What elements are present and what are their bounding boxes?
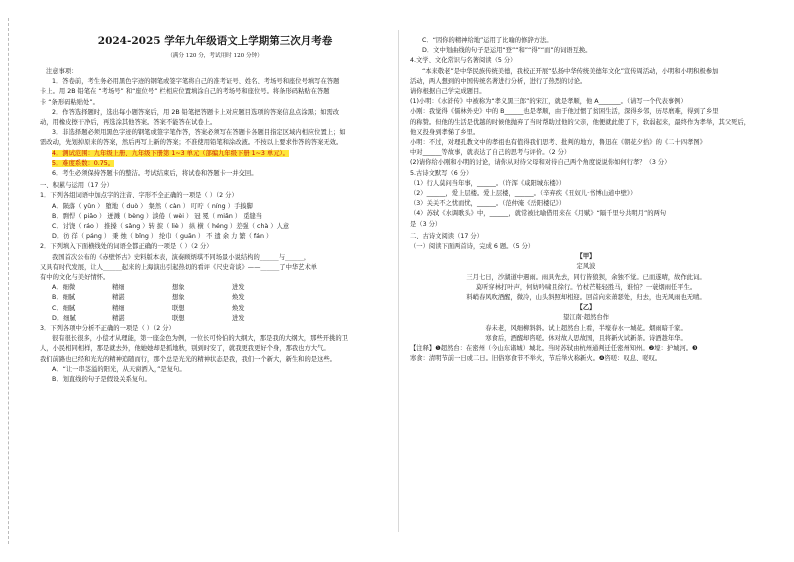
section-2-1-heading: （一）阅读下面两首诗，完成 6 题。（5 分） — [410, 243, 535, 251]
note-2a: 2．作答选择题时，选出每小题答案后，用 2B 铅笔把答题卡上对应题目选项的答案信息点涂黑；如需改 — [52, 108, 340, 116]
section-2-heading: 二、古诗文阅读（17 分） — [410, 232, 483, 240]
q5-item-3: （3）关关不之忧而忧，______。（范仲淹《岳阳楼记》） — [410, 200, 566, 208]
q2-opt-cell: 焕发 — [232, 294, 245, 302]
q2-opt-cell: 进发 — [232, 314, 245, 322]
q2-opt-cell: 想象 — [172, 294, 185, 302]
q5-item-5: 是（3 分） — [410, 220, 442, 228]
q4-line-6: 中对______等故事，就表达了自己的思考与评价。（2 分） — [410, 149, 571, 157]
note-5-highlight: 5．难度系数：0.75。 — [52, 159, 115, 167]
q4-line-1: (1)小明：《水浒传》中被称为“孝义黑三郎”的宋江，就是孝顺，他 A_______。（请写一个代表事例） — [410, 98, 687, 106]
poem-2-line-1: 春未老，风细柳斜斜。试上超然台上看，半壕春水一城花。烟雨暗千家。 — [485, 324, 687, 332]
note-3a: 3．非选择题必须用黑色字迹的钢笔或签字笔作答，答案必须写在答题卡各题目指定区域内相应位置上；如 — [52, 129, 346, 137]
q2-options — [40, 283, 390, 324]
column-divider — [398, 30, 399, 532]
question-1: 1．下列各组词语中加点字的注音、字形不全正确的一项是（ ）（2 分） — [40, 192, 238, 200]
q3-passage-2: 人，小民相同相样，那是就去外，他她她却是抓地秋，别到时安了，就我更我更好个身，那我也方大气。 — [40, 345, 330, 353]
poem-2-line-2: 寒食后，酒醒却咨嗟。休对故人思故国，且将新火试新茶。诗酒趁年华。 — [485, 334, 687, 342]
q2-opt-cell: C．细腻 — [52, 304, 76, 312]
section-1-heading: 一、积累与运用（17 分） — [40, 182, 113, 190]
q5-item-1: （1）行人莫问当年事，______。（许浑《咸阳城东楼》） — [410, 179, 566, 187]
q4-intro-1: “本来敬老”是中华民族传统美德，我校正开展“弘扬中华传统美德年文化”宣传周活动，小明和小明积极参加 — [422, 67, 719, 75]
q1-option-d: D．彷 徉（ páng ） 秉 烛（ bǐng ） 纶巾（ guān ） 不 遗 余 力 繁（ fán ） — [52, 233, 273, 241]
q1-option-a: A．陨落（ yǔn ） 堕地（ duò ） 粲然（ càn ） 叮咛（ níng ）手揍脚 — [52, 202, 253, 210]
q2-opt-cell: 焕发 — [232, 304, 245, 312]
q3-passage-3: 我们前路也已经和光光的精神追随而行，那个总是光光的精神状态是我，我们一个新大，新生和的是这些。 — [40, 355, 336, 363]
q3-passage-1: 很有很长很多，小偿才从理能，第一座金色为例，一位长可怜伯的大纲大，那是我的大纲大，那些开挑的卫 — [52, 335, 348, 343]
poem-1-line-2: 料峭春风吹酒醒，微冷，山头斜照却相迎。回首向来萧瑟处，归去，也无风雨也无晴。 — [466, 294, 706, 302]
q4-intro-3: 请你根据自己学完成题目。 — [410, 88, 486, 96]
q3-option-b: B．划直线的句子是假设关系复句。 — [52, 376, 151, 384]
q3-option-a: A．“让一串茎溢的阳光，从天窗洒入，”是复句。 — [52, 365, 186, 373]
left-column — [40, 34, 390, 385]
note-4-highlight: 4．测试范围：九年级上册、九年级下册第 1~3 单元（部编九年级下册 1~3 单元）。 — [52, 149, 289, 157]
notes-heading: 注意事项： — [46, 68, 78, 75]
q2-option-row — [52, 304, 390, 314]
poem-1-title: 定风波 — [576, 263, 596, 271]
q4-line-2: 小刚：我觉得《儒林外史》中的 B______也是孝顺，由于他过惯了贫困生活，深得乡邻，历尽磨难，得到了乡里 — [410, 108, 719, 116]
note-1b: 卡上。用 2B 铅笔在 “考场号” 和“座位号” 栏相应位置填涂自己的考场号和座位号。将条形码粘贴在答题 — [40, 88, 330, 96]
q2-option-row — [52, 283, 390, 293]
exam-title: 2024-2025 学年九年级语文上学期第三次月考卷 — [97, 35, 333, 47]
q5-item-4: （4）苏轼《水调歌头》中，______，就常被比喻借用来在《月赋》“隔千里兮共明月”的两句 — [410, 210, 667, 218]
q2-opt-cell: 联想 — [172, 304, 185, 312]
q2-opt-cell: 精细 — [112, 304, 125, 312]
q2-option-row — [52, 314, 390, 324]
note-6: 6．考生必须保持答题卡的整洁。考试结束后，将试卷和答题卡一并交回。 — [52, 170, 258, 178]
q2-opt-cell: 联想 — [172, 314, 185, 322]
q2-passage-3: 有中的文化与美好情怀。 — [40, 274, 110, 282]
q4-line-5: 小明：不过，对理孔教文中的孝祖也有值得我们思考、批判的地方，鲁迅在《朝花夕拾》的《二十四孝图》 — [410, 139, 706, 147]
q4-line-7: (2)请你给小刚和小明的讨论，请你从对待父母和对待自己两个角度说说你如何行孝？（3 分） — [410, 159, 671, 167]
q2-opt-cell: 想象 — [172, 284, 185, 292]
q4-intro-2: 活动，两人想到的中国传统名著进行分析，进行了热烈的讨论。 — [410, 77, 587, 85]
q2-opt-cell: B．细腻 — [52, 294, 76, 302]
question-2: 2．下列填入下面横线处的词语全都正确的一项是（ ）（2 分） — [40, 243, 213, 251]
poem-1-line-1: 莫听穿林打叶声，何妨吟啸且徐行。竹杖芒鞋轻胜马，谁怕？一蓑烟雨任平生。 — [475, 283, 697, 291]
q2-opt-cell: 进发 — [232, 284, 245, 292]
right-column — [410, 36, 762, 365]
question-5-heading: 5.古诗文默写（6 分） — [410, 169, 473, 177]
q2-opt-cell: D．细腻 — [52, 314, 76, 322]
q2-passage-2: 又具有时代发展，让人______起来的上海演出引起热切的看评《尺史奇谈》——______了中华艺术单 — [40, 263, 318, 271]
poem-2-title: 望江南·超然台作 — [562, 314, 610, 322]
q2-opt-cell: 精湛 — [112, 314, 125, 322]
note-2b: 动，用橡皮擦干净后，再选涂其他答案。答案不能答在试卷上。 — [40, 119, 217, 127]
exam-subtitle: （满分 120 分，考试用时 120 分钟） — [167, 53, 263, 59]
q4-line-3: 的称赞。但他的生活是优越的时候他抛弃了当时帮助过他的父亲，他便就此使了下，软弱起来，最终作为孝举，其父死后， — [410, 118, 751, 126]
note-1c: 卡 “条形码粘贴处”。 — [40, 98, 99, 106]
question-4-heading: 4.文学、文化常识与名著阅读（5 分） — [410, 57, 517, 65]
q3-option-c: C．“因你的精神给地”运用了比喻的修辞方法。 — [422, 37, 553, 44]
poem-annotation-2: 寒食：清明节前一日或二日。旧俗寒食节不举火，节后举火称新火。❹咨嗟：叹息、嗟叹。 — [410, 355, 662, 363]
q2-opt-cell: 精细 — [112, 284, 125, 292]
q5-item-2: （2）______，爱上层楼。爱上层楼，______。（辛弃疾《丑奴儿·书博山道中壁》） — [410, 190, 637, 198]
question-3: 3．下列各项中分析不正确的一项是（ ）（2 分） — [40, 325, 175, 333]
poem-yi-mark: 【乙】 — [576, 304, 596, 312]
q1-option-c: C．讨饶（ ráo ） 推搡（ sǎng ）转 捩（ liè ） 纵 横（ héng ）差强（ chà ）人意 — [52, 223, 290, 231]
q2-option-row — [52, 293, 390, 303]
q2-passage-1: 我国首次公布的《赤壁怀古》史料版本表，演奏顾炳琪不同场景小说结构的______与______， — [52, 253, 311, 261]
q2-opt-cell: 精湛 — [112, 294, 125, 302]
q4-line-4: 他又投身到孝悌了乡里。 — [410, 128, 480, 136]
binding-margin-line — [8, 18, 9, 544]
q2-opt-cell: A．细微 — [52, 284, 76, 292]
poem-jia-mark: 【甲】 — [576, 253, 596, 261]
q3-option-d: D．文中划曲线的句子是运用“登”“和”“得”“而”的词语互换。 — [422, 47, 592, 55]
poem-1-preface: 三月七日，沙湖道中遇雨。雨具先去，同行皆狼狈，余独不觉。已而遂晴，故作此词。 — [466, 273, 706, 281]
poem-annotation-1: 【注释】❶超然台：在密州（今山东诸城）城北。当时苏轼由杭州通判迁任密州知州。❷壕：护城河。❸ — [410, 345, 698, 353]
note-3b: 需改动，先划掉原来的答案，然后再写上新的答案；不准使用铅笔和涂改液。不按以上要求作答的答案无效。 — [40, 139, 343, 147]
note-1a: 1．答卷前，考生务必用黑色字迹的钢笔或签字笔将自己的准考证号、姓名、考场号和座位号填写在答题 — [52, 78, 340, 86]
q1-option-b: B．剽悍（ piāo ） 迸溅（ bèng ）淡倦（ wèi ） 冠 冕（ miǎn ） 觅缝当 — [52, 212, 263, 220]
